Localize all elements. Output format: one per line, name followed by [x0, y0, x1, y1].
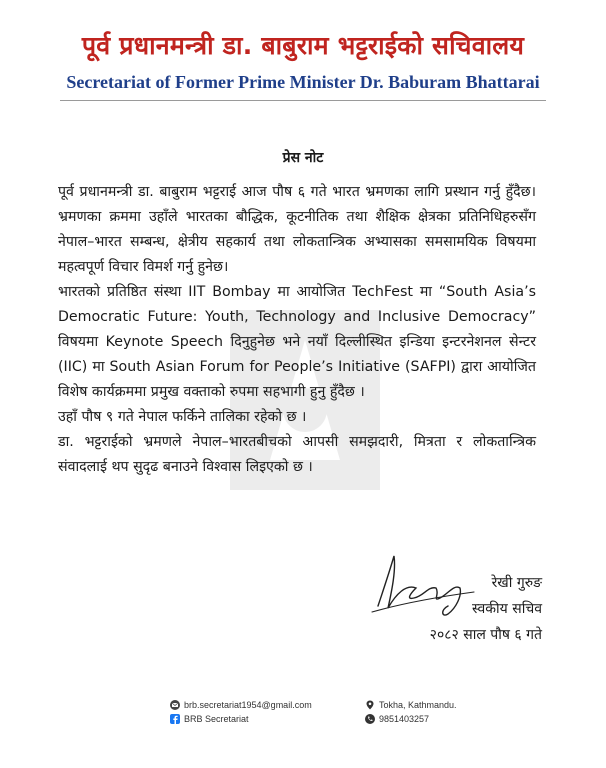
paragraph-4: डा. भट्टराईको भ्रमणले नेपाल–भारतबीचको आपसी समझदारी, मित्रता र लोकतान्त्रिक संवादलाई थप सुदृढ बनाउने विश्वास लिइएको छ । [58, 434, 536, 475]
footer-phone[interactable] [365, 714, 429, 724]
email-icon [170, 700, 180, 710]
phone-text: 9851403257 [379, 714, 430, 724]
email-text: brb.secretariat1954@gmail.com [184, 700, 312, 710]
paragraph-3: उहाँ पौष ९ गते नेपाल फर्किने तालिका रहेको छ । [58, 409, 307, 425]
footer-email[interactable] [170, 700, 312, 710]
paragraph-1: पूर्व प्रधानमन्त्री डा. बाबुराम भट्टराई आज पौष ६ गते भारत भ्रमणका लागि प्रस्थान गर्नु हुँदैछ। भ्रमणका क्रममा उहाँले भारतका बौद्धिक, कूटनीतिक तथा शैक्षिक क्षेत्रका प्रतिनिधिहरुसँग नेपाल–भारत सम्बन्ध, क्षेत्रीय सहकार्य तथा लोकतान्त्रिक अभ्यासका समसामयिक विषयमा महत्वपूर्ण विचार विमर्श गर्नु हुनेछ। [58, 184, 536, 275]
header-title: पूर्व प्रधानमन्त्री डा. बाबुराम भट्टराईको सचिवालय [81, 31, 525, 60]
phone-icon [365, 714, 375, 724]
signature-date: २०८२ साल पौष ६ गते [429, 627, 542, 643]
location-text: Tokha, Kathmandu. [379, 700, 457, 710]
signatory-position: स्वकीय सचिव [472, 601, 542, 617]
location-pin-icon [365, 700, 375, 710]
header-divider [60, 100, 546, 101]
document-title: प्रेस नोट [282, 150, 324, 166]
facebook-icon [170, 714, 180, 724]
signatory-block [430, 570, 542, 648]
footer-facebook[interactable] [170, 714, 249, 724]
header-subtitle: Secretariat of Former Prime Minister Dr. Baburam Bhattarai [66, 72, 540, 92]
footer-location [365, 700, 457, 710]
signatory-name: रेखी गुरुङ [491, 575, 542, 591]
facebook-text: BRB Secretariat [184, 714, 249, 724]
paragraph-2: भारतको प्रतिष्ठित संस्था IIT Bombay मा आयोजित TechFest मा “South Asia’s Democratic Future: Youth, Technology and Inclusive Democracy” विषयमा Keynote Speech दिनुहुनेछ भने नयाँ दिल्लीस्थित इन्डिया इन्टरनेशनल सेन्टर (IIC) मा South Asian Forum for People’s Initiative (SAFPI) द्वारा आयोजित विशेष कार्यक्रममा प्रमुख वक्ताको रुपमा सहभागी हुनु हुँदैछ । [58, 284, 536, 400]
document-body [58, 180, 536, 480]
